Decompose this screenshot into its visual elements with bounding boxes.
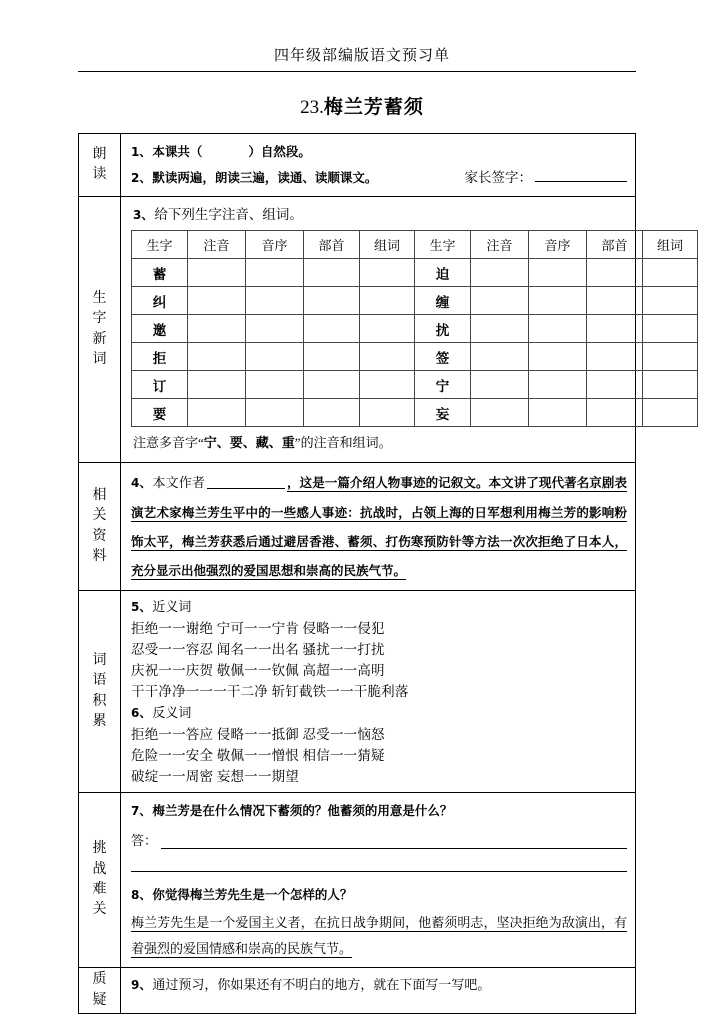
antonyms-line: 破绽一一周密 妄想一一期望 bbox=[131, 769, 299, 784]
input-cell-order[interactable] bbox=[529, 287, 587, 315]
question-7-answer-row bbox=[131, 830, 627, 849]
synonyms-line: 拒绝一一谢绝 宁可一一宁肯 侵略一一侵犯 bbox=[131, 621, 385, 636]
input-cell-pinyin[interactable] bbox=[471, 287, 529, 315]
char-cell: 邀 bbox=[132, 315, 188, 343]
input-cell-pinyin[interactable] bbox=[188, 371, 246, 399]
answer-line-1[interactable] bbox=[161, 834, 627, 849]
col-header-words-2: 组词 bbox=[643, 231, 698, 259]
col-header-radical-1: 部首 bbox=[304, 231, 360, 259]
input-cell-words[interactable] bbox=[360, 287, 415, 315]
char-cell: 宁 bbox=[415, 371, 471, 399]
section-vocabulary bbox=[79, 591, 635, 793]
section-new-characters-body bbox=[121, 197, 706, 462]
table-row bbox=[132, 287, 698, 315]
antonyms-heading bbox=[131, 702, 627, 724]
col-header-pinyin-2: 注音 bbox=[471, 231, 529, 259]
col-header-order-1: 音序 bbox=[246, 231, 304, 259]
parent-signature bbox=[465, 165, 628, 190]
col-header-radical-2: 部首 bbox=[587, 231, 643, 259]
synonyms-line: 庆祝一一庆贺 敬佩一一钦佩 高超一一高明 bbox=[131, 663, 385, 678]
page-title bbox=[0, 92, 724, 119]
char-cell: 缠 bbox=[415, 287, 471, 315]
input-cell-order[interactable] bbox=[246, 399, 304, 427]
input-cell-order[interactable] bbox=[529, 315, 587, 343]
input-cell-order[interactable] bbox=[246, 371, 304, 399]
question-7-title bbox=[131, 798, 627, 824]
section-challenge-body bbox=[121, 793, 635, 967]
section-label-vocabulary bbox=[79, 591, 121, 792]
input-cell-radical[interactable] bbox=[587, 343, 643, 371]
character-practice-table bbox=[131, 230, 698, 427]
antonyms-title: 反义词 bbox=[152, 705, 192, 720]
question-3-title bbox=[133, 204, 698, 226]
question-8-title bbox=[131, 882, 627, 908]
input-cell-radical[interactable] bbox=[304, 315, 360, 343]
section-new-characters bbox=[79, 197, 683, 463]
section-questions-body bbox=[121, 968, 635, 1013]
synonyms-heading bbox=[131, 596, 627, 618]
section-label-challenge bbox=[79, 793, 121, 967]
section-reading-body bbox=[121, 134, 635, 196]
synonyms-line: 忍受一一容忍 闻名一一出名 骚扰一一打扰 bbox=[131, 642, 385, 657]
section-challenge bbox=[79, 793, 635, 968]
input-cell-words[interactable] bbox=[643, 259, 698, 287]
input-cell-order[interactable] bbox=[246, 287, 304, 315]
char-cell: 纠 bbox=[132, 287, 188, 315]
section-questions bbox=[79, 968, 635, 1014]
input-cell-pinyin[interactable] bbox=[471, 343, 529, 371]
input-cell-words[interactable] bbox=[360, 371, 415, 399]
input-cell-order[interactable] bbox=[529, 259, 587, 287]
reading-item-1-after: ）自然段。 bbox=[248, 144, 311, 159]
question-8-text: 你觉得梅兰芳先生是一个怎样的人？ bbox=[152, 887, 353, 902]
polyphone-characters: 宁、要、藏、重 bbox=[203, 436, 295, 451]
col-header-order-2: 音序 bbox=[529, 231, 587, 259]
item-number-9: 9、 bbox=[131, 978, 152, 992]
section-label-challenge-text: 挑战难关 bbox=[92, 841, 107, 918]
item-number-8: 8、 bbox=[131, 888, 152, 902]
section-label-new-characters-text: 生字新词 bbox=[92, 290, 107, 367]
answer-line-2[interactable] bbox=[131, 851, 627, 872]
input-cell-words[interactable] bbox=[643, 371, 698, 399]
antonyms-line: 拒绝一一答应 侵略一一抵御 忍受一一恼怒 bbox=[131, 727, 385, 742]
question-4-body: ，这是一篇介绍人物事迹的记叙文。本文讲了现代著名京剧表演艺术家梅兰芳生平中的一些感人事迹：抗战时，占领上海的日军想利用梅兰芳的影响粉饰太平，梅兰芳获悉后通过避居香港、蓄须、打伤寒预防针等方法一次次拒绝了日本人，充分显示出他强烈的爱国思想和崇高的民族气节。 bbox=[131, 475, 627, 578]
question-9-answer-line[interactable] bbox=[131, 999, 627, 1014]
section-related-info-body bbox=[121, 463, 635, 590]
synonyms-line: 干干净净一一一干二净 斩钉截铁一一干脆利落 bbox=[131, 684, 409, 699]
input-cell-order[interactable] bbox=[246, 259, 304, 287]
section-label-new-characters bbox=[79, 197, 121, 462]
lesson-title: 梅兰芳蓄须 bbox=[323, 96, 424, 118]
table-row bbox=[132, 343, 698, 371]
char-cell: 拒 bbox=[132, 343, 188, 371]
col-header-words-1: 组词 bbox=[360, 231, 415, 259]
input-cell-words[interactable] bbox=[360, 399, 415, 427]
col-header-zi-2: 生字 bbox=[415, 231, 471, 259]
item-number-7: 7、 bbox=[131, 804, 152, 818]
item-number-6: 6、 bbox=[131, 706, 152, 720]
input-cell-words[interactable] bbox=[360, 343, 415, 371]
input-cell-pinyin[interactable] bbox=[471, 259, 529, 287]
input-cell-pinyin[interactable] bbox=[188, 399, 246, 427]
input-cell-pinyin[interactable] bbox=[471, 399, 529, 427]
input-cell-words[interactable] bbox=[643, 399, 698, 427]
input-cell-pinyin[interactable] bbox=[471, 371, 529, 399]
input-cell-pinyin[interactable] bbox=[188, 343, 246, 371]
question-3-text: 给下列生字注音、组词。 bbox=[154, 207, 303, 222]
input-cell-words[interactable] bbox=[643, 287, 698, 315]
char-cell: 妄 bbox=[415, 399, 471, 427]
polyphone-note bbox=[133, 432, 698, 455]
question-4-lead: 本文作者 bbox=[152, 475, 205, 490]
char-cell: 签 bbox=[415, 343, 471, 371]
input-cell-radical[interactable] bbox=[587, 315, 643, 343]
question-9-title bbox=[131, 973, 627, 997]
input-cell-pinyin[interactable] bbox=[471, 315, 529, 343]
section-label-vocabulary-text: 词语积累 bbox=[92, 652, 107, 729]
input-cell-radical[interactable] bbox=[304, 343, 360, 371]
table-row bbox=[132, 259, 698, 287]
table-row bbox=[132, 315, 698, 343]
item-number-1: 1、 bbox=[131, 145, 152, 159]
reading-item-1-before: 本课共（ bbox=[152, 144, 203, 159]
col-header-pinyin-1: 注音 bbox=[188, 231, 246, 259]
question-4-paragraph bbox=[131, 468, 627, 585]
answer-label: 答： bbox=[131, 833, 158, 848]
section-label-reading-text: 朗读 bbox=[92, 146, 107, 182]
section-label-reading bbox=[79, 134, 121, 196]
section-label-related-info bbox=[79, 463, 121, 590]
parent-signature-line[interactable] bbox=[535, 169, 627, 182]
char-cell: 扰 bbox=[415, 315, 471, 343]
page-footer-clipped bbox=[0, 930, 724, 936]
polyphone-note-suffix: ”的注音和组词。 bbox=[294, 435, 392, 450]
document-header: 四年级部编版语文预习单 bbox=[273, 48, 450, 64]
author-blank[interactable] bbox=[207, 475, 285, 489]
item-number-2: 2、 bbox=[131, 171, 152, 185]
reading-item-2-text: 默读两遍，朗读三遍，读通、读顺课文。 bbox=[152, 170, 378, 185]
char-cell: 蓄 bbox=[132, 259, 188, 287]
input-cell-order[interactable] bbox=[529, 399, 587, 427]
input-cell-pinyin[interactable] bbox=[188, 287, 246, 315]
input-cell-radical[interactable] bbox=[304, 371, 360, 399]
input-cell-radical[interactable] bbox=[587, 371, 643, 399]
lesson-number: 23. bbox=[300, 97, 324, 118]
input-cell-pinyin[interactable] bbox=[188, 259, 246, 287]
item-number-4: 4、 bbox=[131, 476, 152, 490]
input-cell-radical[interactable] bbox=[304, 287, 360, 315]
input-cell-radical[interactable] bbox=[587, 287, 643, 315]
input-cell-words[interactable] bbox=[360, 259, 415, 287]
input-cell-order[interactable] bbox=[529, 343, 587, 371]
table-row bbox=[132, 399, 698, 427]
section-reading bbox=[79, 134, 635, 197]
input-cell-words[interactable] bbox=[360, 315, 415, 343]
parent-signature-label: 家长签字： bbox=[464, 170, 532, 185]
input-cell-words[interactable] bbox=[643, 315, 698, 343]
table-header-row bbox=[132, 231, 698, 259]
reading-item-2 bbox=[131, 165, 627, 191]
char-cell: 要 bbox=[132, 399, 188, 427]
item-number-5: 5、 bbox=[131, 600, 152, 614]
input-cell-radical[interactable] bbox=[304, 399, 360, 427]
synonyms-title: 近义词 bbox=[152, 599, 192, 614]
input-cell-radical[interactable] bbox=[304, 259, 360, 287]
polyphone-note-prefix: 注意多音字“ bbox=[133, 435, 204, 450]
section-vocabulary-body bbox=[121, 591, 635, 792]
input-cell-order[interactable] bbox=[529, 371, 587, 399]
antonyms-line: 危险一一安全 敬佩一一憎恨 相信一一猜疑 bbox=[131, 748, 385, 763]
col-header-zi-1: 生字 bbox=[132, 231, 188, 259]
table-row bbox=[132, 371, 698, 399]
input-cell-radical[interactable] bbox=[587, 259, 643, 287]
input-cell-pinyin[interactable] bbox=[188, 315, 246, 343]
question-8-answer: 梅兰芳先生是一个爱国主义者，在抗日战争期间，他蓄须明志，坚决拒绝为敌演出，有着强烈的爱国情感和崇高的民族气节。 bbox=[131, 915, 627, 956]
input-cell-words[interactable] bbox=[643, 343, 698, 371]
char-cell: 迫 bbox=[415, 259, 471, 287]
section-related-info bbox=[79, 463, 635, 591]
question-7-text: 梅兰芳是在什么情况下蓄须的？他蓄须的用意是什么？ bbox=[152, 803, 453, 818]
reading-item-1 bbox=[131, 139, 627, 165]
header-divider bbox=[78, 71, 636, 72]
char-cell: 订 bbox=[132, 371, 188, 399]
worksheet-table bbox=[78, 133, 683, 1014]
input-cell-order[interactable] bbox=[246, 343, 304, 371]
section-label-related-info-text: 相关资料 bbox=[92, 487, 107, 564]
question-9-text: 通过预习，你如果还有不明白的地方，就在下面写一写吧。 bbox=[152, 977, 491, 992]
section-label-questions bbox=[79, 968, 121, 1013]
item-number-3: 3、 bbox=[133, 208, 154, 222]
input-cell-order[interactable] bbox=[246, 315, 304, 343]
input-cell-radical[interactable] bbox=[587, 399, 643, 427]
section-label-questions-text: 质疑 bbox=[92, 972, 107, 1008]
